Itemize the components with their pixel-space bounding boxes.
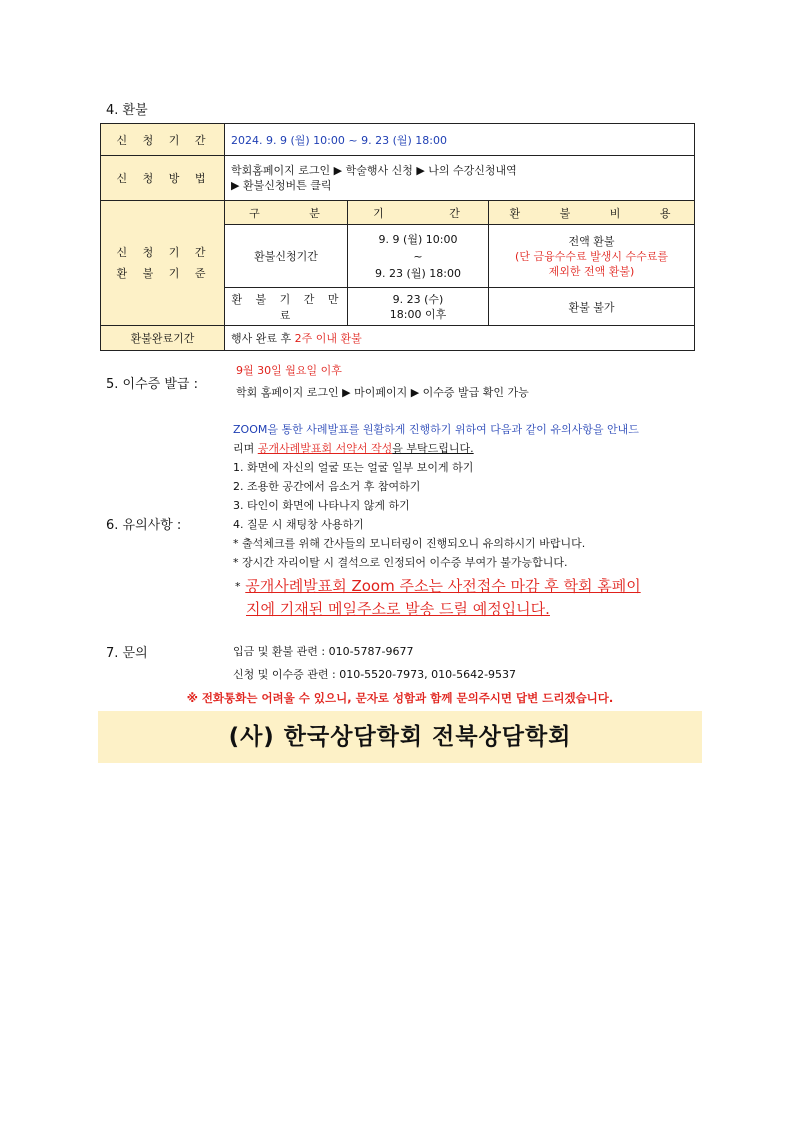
- apply-method-line2: ▶ 환불신청버튼 클릭: [231, 179, 332, 192]
- notes-zoom-text1: 공개사례발표회 Zoom 주소는 사전접수 마감 후 학회 홈페이: [245, 577, 641, 595]
- refund-expired-period-date: 9. 23 (수): [392, 292, 444, 306]
- refund-request-cost: [489, 225, 695, 288]
- sub-header-period: 기 간: [373, 206, 463, 220]
- refund-request-period-start: 9. 9 (월) 10:00: [378, 232, 458, 246]
- apply-method-value: [225, 156, 695, 201]
- notes-bullet-1: * 출석체크를 위해 간사들의 모니터링이 진행되오니 유의하시기 바랍니다.: [233, 537, 586, 550]
- contact-section-title: 7. 문의: [106, 646, 148, 661]
- sub-header-cost: 환 불 비 용: [509, 206, 674, 220]
- criteria-header-row: [101, 201, 695, 225]
- notes-zoom-line1: [235, 575, 705, 598]
- refund-complete-prefix: 행사 완료 후: [231, 332, 295, 345]
- refund-expired-cost: 환불 불가: [489, 288, 695, 326]
- refund-expired-category: 환 불 기 간 만 료: [231, 292, 341, 322]
- notes-intro-prefix: 리며: [233, 442, 258, 455]
- criteria-label-line2: 환 불 기 준: [116, 267, 209, 280]
- apply-period-value: 2024. 9. 9 (월) 10:00 ~ 9. 23 (월) 18:00: [225, 124, 695, 156]
- notes-intro-suffix: 을 부탁드립니다.: [392, 442, 474, 455]
- notes-zoom-bullet: *: [235, 580, 241, 593]
- contact-line1: 입금 및 환불 관련 : 010-5787-9677: [233, 645, 414, 658]
- notes-body: [233, 420, 703, 572]
- refund-request-period-sep: ~: [413, 249, 423, 263]
- refund-section-title: 4. 환불: [106, 103, 148, 118]
- refund-request-cost-main: 전액 환불: [568, 234, 615, 248]
- apply-period-row: [101, 124, 695, 156]
- organization-banner: (사) 한국상담학회 전북상담학회: [98, 711, 702, 763]
- notes-intro-highlight: 공개사례발표회 서약서 작성: [257, 442, 393, 455]
- notes-intro-line1: ZOOM을 통한 사례발표를 원활하게 진행하기 위하여 다음과 같이 유의사항을 안내드: [233, 423, 639, 436]
- notes-zoom-notice: [235, 575, 705, 621]
- apply-method-label: 신 청 방 법: [116, 172, 209, 185]
- notes-section-title: 6. 유의사항 :: [106, 518, 182, 533]
- contact-warning: ※ 전화통화는 어려울 수 있으니, 문자로 성함과 함께 문의주시면 답변 드리겠습니다.: [186, 691, 614, 705]
- refund-complete-value: [225, 326, 695, 351]
- refund-complete-label: 환불완료기간: [130, 332, 195, 345]
- sub-header-category: 구 분: [249, 206, 323, 220]
- refund-request-category: 환불신청기간: [225, 225, 348, 288]
- refund-complete-highlight: 2주 이내 환불: [294, 332, 362, 345]
- certificate-path: 학회 홈페이지 로그인 ▶ 마이페이지 ▶ 이수증 발급 확인 가능: [236, 386, 529, 399]
- notes-bullet-2: * 장시간 자리이탈 시 결석으로 인정되어 이수증 부여가 불가능합니다.: [233, 556, 568, 569]
- refund-expired-period: [348, 288, 489, 326]
- refund-request-period: [348, 225, 489, 288]
- notes-item-3: 3. 타인이 화면에 나타나지 않게 하기: [233, 499, 410, 512]
- certificate-section-title: 5. 이수증 발급 :: [106, 377, 198, 392]
- notes-zoom-line2: 지에 기재된 메일주소로 발송 드릴 예정입니다.: [246, 600, 550, 618]
- refund-request-period-end: 9. 23 (월) 18:00: [375, 266, 461, 280]
- refund-complete-row: [101, 326, 695, 351]
- apply-method-line1: 학회홈페이지 로그인 ▶ 학술행사 신청 ▶ 나의 수강신청내역: [231, 164, 517, 177]
- certificate-date: 9월 30일 월요일 이후: [236, 364, 342, 377]
- notes-item-1: 1. 화면에 자신의 얼굴 또는 얼굴 일부 보이게 하기: [233, 461, 474, 474]
- notes-item-2: 2. 조용한 공간에서 음소거 후 참여하기: [233, 480, 421, 493]
- apply-period-label: 신 청 기 간: [116, 133, 209, 147]
- refund-request-cost-note2: 제외한 전액 환불): [548, 264, 635, 278]
- refund-expired-period-time: 18:00 이후: [389, 307, 447, 321]
- refund-table: [100, 123, 695, 351]
- contact-line2: 신청 및 이수증 관련 : 010-5520-7973, 010-5642-9537: [233, 668, 517, 681]
- criteria-label-line1: 신 청 기 간: [116, 246, 209, 259]
- notes-intro-line2: [233, 439, 703, 458]
- apply-method-row: [101, 156, 695, 201]
- refund-request-cost-note1: (단 금융수수료 발생시 수수료를: [515, 249, 668, 263]
- criteria-label: [101, 201, 225, 326]
- notes-item-4: 4. 질문 시 채팅창 사용하기: [233, 518, 364, 531]
